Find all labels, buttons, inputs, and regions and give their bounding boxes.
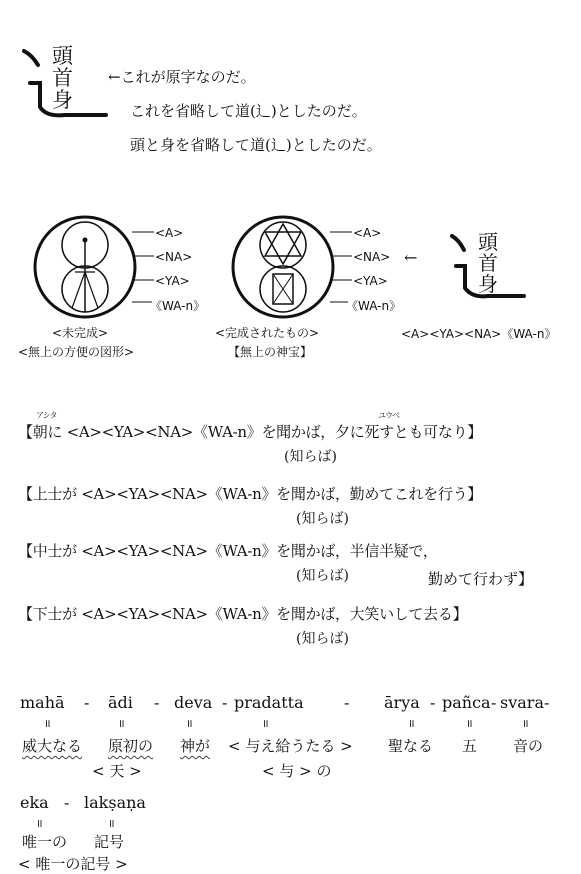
word-panca: pañca [442,693,491,712]
eq-mark: ॥ [262,717,267,730]
glyph-right-neck: 首 [478,251,498,275]
glyph-part-head: 頭 [52,44,73,68]
mid-label-wan: 《WA-n》 [346,299,402,313]
saying-2-note: (知らば) [296,511,349,527]
gloss-holy: 聖なる [388,737,434,755]
left-caption-2: <無上の方便の図形> [18,345,135,359]
sub-heaven: < 天 > [92,762,142,780]
intro-line-3: 頭と身を省略して道(辶)としたのだ。 [130,136,382,154]
mid-label-ya: <YA> [353,274,388,288]
mid-label-a: <A> [353,226,382,240]
right-caption: <A><YA><NA>《WA-n》 [401,327,557,341]
left-label-ya: <YA> [155,274,190,288]
eq-mark: ॥ [522,717,527,730]
brush-radical-icon [20,45,110,125]
word-laksana: lakṣaṇa [84,793,146,812]
eq-mark: ॥ [118,717,123,730]
eq-mark: ॥ [108,817,113,830]
brush-radical-right-icon [448,232,528,308]
saying-3: 【中士が <A><YA><NA>《WA-n》を聞かば，半信半疑で， [18,542,438,560]
gloss-unique: 唯一の [22,833,68,851]
left-label-wan: 《WA-n》 [150,299,206,313]
left-label-na: <NA> [155,250,193,264]
gloss-primordial: 原初の [108,737,154,755]
eq-mark: ॥ [36,817,41,830]
eq-mark: ॥ [466,717,471,730]
glyph-right-body: 身 [478,272,498,296]
saying-3-note: (知らば) [296,568,349,584]
hyphen-3: - [222,693,228,712]
hyphen-6: - [491,693,497,712]
gloss-god: 神が [180,737,211,755]
left-caption-1: <未完成> [52,326,109,340]
mid-label-na: <NA> [353,250,391,264]
eq-mark: ॥ [44,717,49,730]
gloss-great: 威大なる [22,737,83,755]
mid-leader-lines [330,228,354,308]
word-maha: mahā [20,693,65,712]
hyphen-1: - [84,693,90,712]
glyph-part-body: 身 [52,88,73,113]
gloss-sound: 音の [513,737,544,755]
saying-2: 【上士が <A><YA><NA>《WA-n》を聞かば，勤めてこれを行う】 [18,485,482,503]
sub-unique-sign: < 唯一の記号 > [18,855,128,873]
glyph-part-neck: 首 [52,66,73,91]
gloss-sign: 記号 [94,833,125,851]
word-deva: deva [174,693,213,712]
saying-4-note: (知らば) [296,631,349,647]
hyphen-2: - [154,693,160,712]
gloss-five: 五 [462,737,478,755]
saying-4: 【下士が <A><YA><NA>《WA-n》を聞かば，大笑いして去る】 [18,605,468,623]
mid-caption-2: 【無上の神宝】 [228,345,313,359]
hyphen-4: - [344,693,350,712]
ruby-yuube: ユウベ [378,411,399,420]
word-adi: ādi [108,693,133,712]
hyphen-7: - [64,793,70,812]
saying-1-note: (知らば) [284,449,337,465]
eq-mark: ॥ [408,717,413,730]
word-pradatta: pradatta [234,693,304,712]
word-svara: svara- [500,693,550,712]
word-arya: ārya [384,693,420,712]
saying-3-cont: 勤めて行わず】 [428,570,534,588]
left-label-a: <A> [155,226,184,240]
glyph-right-head: 頭 [478,230,498,254]
saying-1: 【朝に <A><YA><NA>《WA-n》を聞かば，夕に死すとも可なり】 [18,423,482,441]
hyphen-5: - [430,693,436,712]
complete-figure-diagram [228,212,338,322]
word-eka: eka [20,793,49,812]
incomplete-figure-diagram [30,212,140,322]
eq-mark: ॥ [186,717,191,730]
intro-line-2: これを省略して道(辶)としたのだ。 [130,102,367,120]
gloss-bestowed: < 与え給うたる > [228,737,353,755]
mid-caption-1: <完成されたもの> [215,326,320,340]
ruby-ashita: アシタ [36,411,57,420]
left-arrow-icon: ← [404,248,418,267]
left-leader-lines [132,228,156,308]
intro-line-1: ←これが原字なのだ。 [108,68,256,86]
sub-give: < 与 > の [262,762,332,780]
